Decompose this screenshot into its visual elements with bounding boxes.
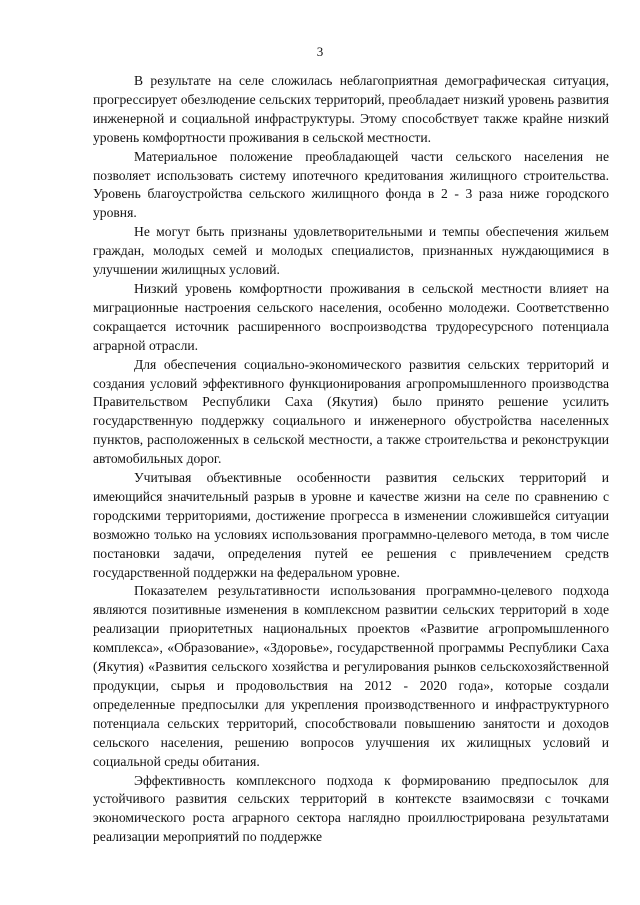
paragraph-demographic-situation: В результате на селе сложилась неблагоприятная демографическая ситуация, прогрессирует обезлюдение сельских территорий, преобладает низкий уровень развития инженерной и социальной инфраструктуры. Этому способствует также крайне низкий уровень комфортности проживания в сельской местности.: [93, 73, 609, 145]
paragraph-migration: Низкий уровень комфортности проживания в сельской местности влияет на миграционные настроения сельского населения, особенно молодежи. Соответственно сокращается источник расширенного воспроизводства трудоресурсного потенциала аграрной отрасли.: [93, 280, 609, 353]
paragraph-complex-approach: Эффективность комплексного подхода к формированию предпосылок для устойчивого развития сельских территорий в контексте взаимосвязи с точками экономического роста аграрного сектора наглядно проиллюстрирована результатами реализации мероприятий по поддержке: [93, 772, 609, 845]
paragraph-program-target-method: Учитывая объективные особенности развития сельских территорий и имеющийся значительный разрыв в уровне и качестве жизни на селе по сравнению с городскими территориями, достижение прогресса в изменении сложившейся ситуации возможно только на условиях использования программно-целевого метода, в том числе постановки задачи, определения путей ее решения с привлечением средств государственной поддержки на федеральном уровне.: [93, 470, 609, 580]
paragraph-material-situation: Материальное положение преобладающей части сельского населения не позволяет использовать систему ипотечного кредитования жилищного строительства. Уровень благоустройства сельского жилищного фонда в 2 - 3 раза ниже городского уровня.: [93, 148, 609, 221]
paragraph-government-decision: Для обеспечения социально-экономического развития сельских территорий и создания условий эффективного функционирования агропромышленного производства Правительством Республики Саха (Якутия) было принято решение усилить государственную поддержку социального и инженерного обустройства населенных пунктов, расположенных в сельской местности, а также строительства и реконструкции автомобильных дорог.: [93, 356, 609, 467]
document-body: [93, 72, 609, 847]
paragraph-housing-pace: Не могут быть признаны удовлетворительными и темпы обеспечения жильем граждан, молодых семей и молодых специалистов, признанных нуждающимися в улучшении жилищных условий.: [93, 224, 609, 278]
paragraph-effectiveness-indicator: Показателем результативности использования программно-целевого подхода являются позитивные изменения в комплексном развитии сельских территорий в ходе реализации приоритетных национальных проектов «Развитие агропромышленного комплекса», «Образование», «Здоровье», государственной программы Республики Саха (Якутия) «Развития сельского хозяйства и регулирования рынков сельскохозяйственной продукции, сырья и продовольствия на 2012 - 2020 года», которые создали определенные предпосылки для укрепления производственного и инфраструктурного потенциала сельских территорий, способствовали повышению занятости и доходов сельского населения, решению вопросов улучшения их жилищных условий и социальной среды обитания.: [93, 583, 609, 769]
page-number: 3: [316, 44, 324, 59]
